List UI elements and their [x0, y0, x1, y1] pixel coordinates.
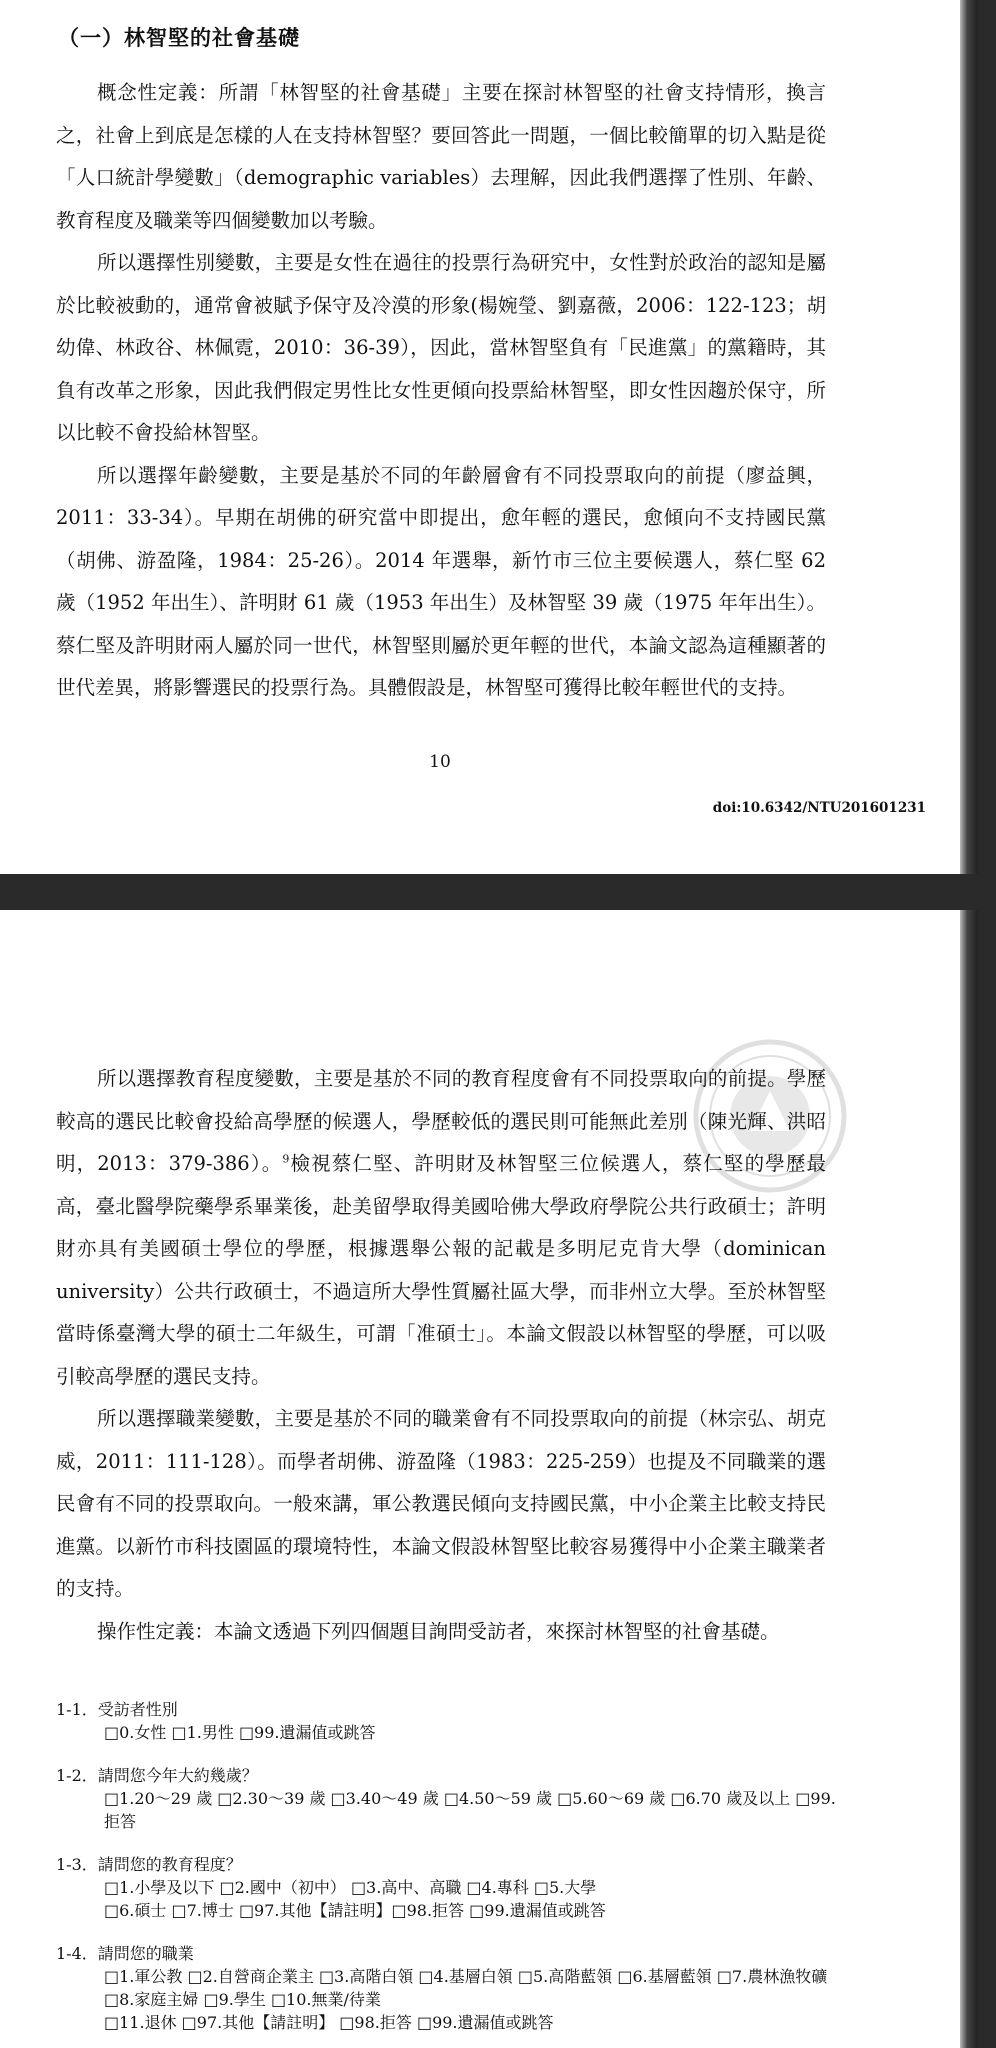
question-options: □1.小學及以下 □2.國中（初中） □3.高中、高職 □4.專科 □5.大學: [104, 1878, 597, 1897]
page2-body: [56, 1058, 826, 1653]
footnote-ref: 9: [282, 1152, 290, 1166]
question-gender: [56, 1698, 836, 1744]
question-title: 1-1．受訪者性別: [56, 1700, 178, 1719]
paragraph-occupation-variable: 所以選擇職業變數，主要是基於不同的職業會有不同投票取向的前提（林宗弘、胡克威，2011：111-128）。而學者胡佛、游盈隆（1983：225-259）也提及不同職業的選民會有不同的投票取向。一般來講，軍公教選民傾向支持國民黨，中小企業主比較支持民進黨。以新竹市科技園區的環境特性，本論文假設林智堅比較容易獲得中小企業主職業者的支持。: [56, 1407, 826, 1600]
paragraph-age-variable: 所以選擇年齡變數，主要是基於不同的年齡層會有不同投票取向的前提（廖益興，2011：33-34）。早期在胡佛的研究當中即提出，愈年輕的選民，愈傾向不支持國民黨（胡佛、游盈隆，1984：25-26）。2014 年選舉，新竹市三位主要候選人，蔡仁堅 62 歲（1952 年出生）、許明財 61 歲（1953 年出生）及林智堅 39 歲（1975 年年出生）。蔡仁堅及許明財兩人屬於同一世代，林智堅則屬於更年輕的世代，本論文認為這種顯著的世代差異，將影響選民的投票行為。具體假設是，林智堅可獲得比較年輕世代的支持。: [56, 463, 826, 699]
section-heading: （一）林智堅的社會基礎: [58, 25, 300, 50]
question-options: □11.退休 □97.其他【請註明】 □98.拒答 □99.遺漏值或跳答: [104, 2013, 554, 2032]
page-edge-shadow: [960, 910, 978, 2048]
doi-label: doi:10.6342/NTU201601231: [712, 800, 926, 816]
paragraph-concept-definition: 概念性定義：所謂「林智堅的社會基礎」主要在探討林智堅的社會支持情形，換言之，社會上到底是怎樣的人在支持林智堅？要回答此一問題，一個比較簡單的切入點是從「人口統計學變數」（demographic variables）去理解，因此我們選擇了性別、年齡、教育程度及職業等四個變數加以考驗。: [56, 81, 826, 232]
document-page-2: [0, 910, 978, 2048]
page-number: 10: [429, 752, 451, 772]
paragraph-gender-variable: 所以選擇性別變數，主要是女性在過往的投票行為研究中，女性對於政治的認知是屬於比較被動的，通常會被賦予保守及冷漠的形象(楊婉瑩、劉嘉薇，2006：122-123；胡幼偉、林政谷、林佩霓，2010：36-39），因此，當林智堅負有「民進黨」的黨籍時，其負有改革之形象，因此我們假定男性比女性更傾向投票給林智堅，即女性因趨於保守，所以比較不會投給林智堅。: [56, 251, 826, 444]
question-age: [56, 1764, 836, 1833]
education-text-a: 所以選擇教育程度變數，主要是基於不同的教育程度會有不同投票取向的前提。學歷較高的選民比較會投給高學歷的候選人，學歷較低的選民則可能無此差別（陳光輝、洪昭明，2013：379-386）。: [56, 1067, 826, 1175]
paragraph-education-variable: [56, 1058, 826, 1398]
question-title: 1-2．請問您今年大約幾歲？: [56, 1766, 258, 1785]
questionnaire: [56, 1698, 836, 2048]
page1-body: [56, 72, 826, 710]
paragraph-operational-definition: 操作性定義：本論文透過下列四個題目詢問受訪者，來探討林智堅的社會基礎。: [96, 1619, 780, 1643]
question-title: 1-3．請問您的教育程度？: [56, 1855, 242, 1874]
document-page-1: [0, 0, 978, 874]
question-options: □0.女性 □1.男性 □99.遺漏值或跳答: [104, 1723, 376, 1742]
education-text-b: 檢視蔡仁堅、許明財及林智堅三位候選人，蔡仁堅的學歷最高，臺北醫學院藥學系畢業後，赴美留學取得美國哈佛大學政府學院公共行政碩士；許明財亦具有美國碩士學位的學歷，根據選舉公報的記載是多明尼克肯大學（dominican university）公共行政碩士，不過這所大學性質屬社區大學，而非州立大學。至於林智堅當時係臺灣大學的碩士二年級生，可謂「准碩士」。本論文假設以林智堅的學歷，可以吸引較高學歷的選民支持。: [56, 1152, 826, 1388]
page-edge-shadow: [960, 0, 978, 874]
question-options: □1.軍公教 □2.自營商企業主 □3.高階白領 □4.基層白領 □5.高階藍領 □6.基層藍領 □7.農林漁牧礦 □8.家庭主婦 □9.學生 □10.無業/待業: [104, 1967, 828, 2009]
question-occupation: [56, 1942, 836, 2034]
question-options: □1.20～29 歲 □2.30～39 歲 □3.40～49 歲 □4.50～59 歲 □5.60～69 歲 □6.70 歲及以上 □99.拒答: [104, 1789, 836, 1831]
question-title: 1-4．請問您的職業: [56, 1944, 194, 1963]
question-education: [56, 1853, 836, 1922]
question-options: □6.碩士 □7.博士 □97.其他【請註明】□98.拒答 □99.遺漏值或跳答: [104, 1901, 606, 1920]
